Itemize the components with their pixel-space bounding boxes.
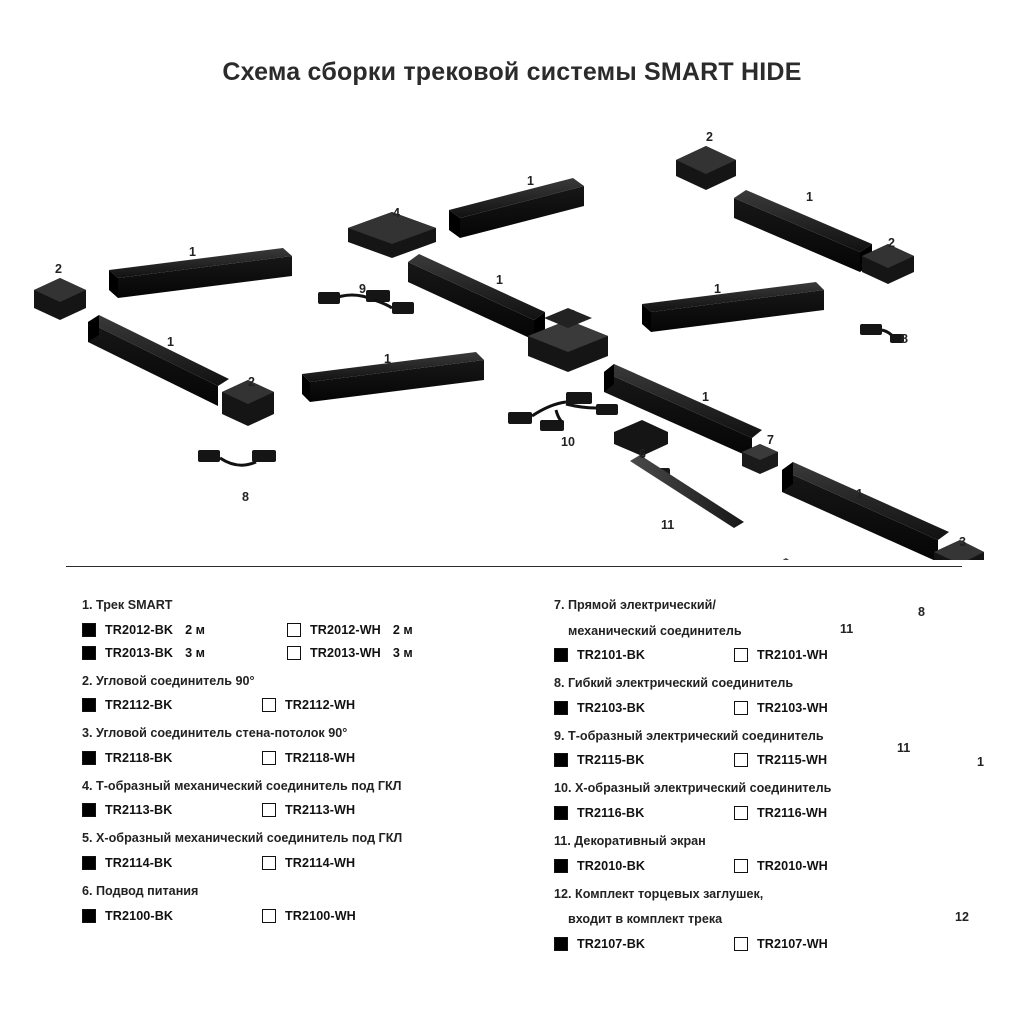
color-swatch-black bbox=[82, 623, 96, 637]
legend-title: 3. Угловой соединитель стена-потолок 90° bbox=[82, 726, 348, 741]
legend-title: 4. Т-образный механический соединитель под ГКЛ bbox=[82, 778, 402, 793]
color-swatch-white bbox=[287, 623, 301, 637]
color-swatch-white bbox=[734, 701, 748, 715]
callout-number: 8 bbox=[918, 605, 925, 619]
product-code: TR2116-WH bbox=[757, 806, 828, 821]
legend-group-t-electrical bbox=[554, 728, 962, 768]
color-swatch-black bbox=[82, 751, 96, 765]
product-code: TR2100-BK bbox=[105, 908, 174, 923]
color-swatch-white bbox=[287, 646, 301, 660]
product-code: TR2107-WH bbox=[757, 936, 828, 951]
legend-group-x-mechanical bbox=[82, 830, 490, 870]
callout-number: 12 bbox=[955, 910, 969, 924]
callout-number: 1 bbox=[702, 390, 709, 404]
callout-number: 2 bbox=[888, 236, 895, 250]
legend-title: 7. Прямой электрический/ bbox=[554, 598, 716, 612]
legend-group-power-feed bbox=[82, 883, 490, 923]
legend bbox=[66, 566, 962, 964]
color-swatch-black bbox=[82, 646, 96, 660]
callout-number: 1 bbox=[977, 755, 984, 769]
callout-number: 1 bbox=[167, 335, 174, 349]
corner-connector-90 bbox=[34, 278, 86, 320]
legend-row bbox=[82, 856, 490, 870]
product-code: TR2103-WH bbox=[757, 700, 828, 715]
color-swatch-black bbox=[554, 806, 568, 820]
page-title: Схема сборки трековой системы SMART HIDE bbox=[222, 58, 802, 86]
decorative-screen bbox=[776, 558, 890, 560]
product-code: TR2101-BK bbox=[577, 648, 646, 663]
flexible-connector bbox=[860, 324, 904, 343]
callout-number: 11 bbox=[661, 518, 675, 532]
callout-number: 9 bbox=[359, 282, 366, 296]
product-code: TR2101-WH bbox=[757, 648, 828, 663]
product-code: TR2115-BK bbox=[577, 753, 645, 768]
legend-row bbox=[82, 751, 490, 765]
legend-row bbox=[82, 698, 490, 712]
legend-row bbox=[554, 859, 962, 873]
legend-title: 9. Т-образный электрический соединитель bbox=[554, 728, 824, 743]
color-swatch-white bbox=[734, 806, 748, 820]
legend-group-straight-connector bbox=[554, 597, 962, 662]
callout-number: 10 bbox=[561, 435, 575, 449]
callout-number: 1 bbox=[527, 174, 534, 188]
product-length: 3 м bbox=[185, 645, 205, 660]
callout-number: 1 bbox=[496, 273, 503, 287]
legend-title: 10. Х-образный электрический соединитель bbox=[554, 781, 832, 796]
product-code: TR2010-WH bbox=[757, 858, 828, 873]
legend-row bbox=[554, 648, 962, 662]
product-code: TR2010-BK bbox=[577, 858, 646, 873]
legend-group-decorative-screen bbox=[554, 833, 962, 873]
legend-group-t-mechanical bbox=[82, 778, 490, 818]
legend-row bbox=[554, 753, 962, 767]
track-rail bbox=[642, 282, 824, 332]
callout-number: 2 bbox=[248, 375, 255, 389]
product-code: TR2013-BK bbox=[105, 645, 174, 660]
callout-number: 5 bbox=[568, 308, 575, 322]
color-swatch-black bbox=[82, 803, 96, 817]
product-code: TR2113-WH bbox=[285, 803, 356, 818]
product-code: TR2112-BK bbox=[105, 698, 173, 713]
legend-group-track bbox=[82, 597, 490, 660]
legend-group-wall-ceiling bbox=[82, 725, 490, 765]
legend-title: 1. Трек SMART bbox=[82, 598, 173, 612]
legend-title: 8. Гибкий электрический соединитель bbox=[554, 676, 794, 691]
track-rail bbox=[734, 190, 872, 272]
product-length: 3 м bbox=[392, 645, 413, 660]
color-swatch-black bbox=[82, 909, 96, 923]
color-swatch-white bbox=[734, 648, 748, 662]
color-swatch-white bbox=[734, 859, 748, 873]
callout-number: 6 bbox=[639, 447, 646, 461]
legend-title: 6. Подвод питания bbox=[82, 884, 199, 899]
track-rail bbox=[449, 178, 584, 238]
legend-title: 2. Угловой соединитель 90° bbox=[82, 673, 255, 688]
color-swatch-white bbox=[262, 856, 276, 870]
divider bbox=[66, 566, 962, 567]
callout-number: 1 bbox=[806, 190, 813, 204]
t-electrical-connector bbox=[318, 290, 414, 314]
color-swatch-black bbox=[554, 648, 568, 662]
decorative-screen bbox=[630, 455, 744, 528]
callout-number: 3 bbox=[959, 535, 966, 549]
callout-number: 1 bbox=[856, 487, 863, 501]
legend-group-end-caps bbox=[554, 886, 962, 951]
color-swatch-white bbox=[734, 937, 748, 951]
color-swatch-white bbox=[734, 753, 748, 767]
legend-title: 5. Х-образный механический соединитель под ГКЛ bbox=[82, 831, 403, 846]
product-code: TR2013-WH bbox=[310, 645, 381, 660]
color-swatch-white bbox=[262, 698, 276, 712]
track-rail bbox=[88, 315, 229, 406]
legend-row bbox=[82, 909, 490, 923]
legend-group-x-electrical bbox=[554, 780, 962, 820]
color-swatch-white bbox=[262, 751, 276, 765]
legend-group-corner-90 bbox=[82, 673, 490, 713]
callout-number: 2 bbox=[706, 130, 713, 144]
track-rail bbox=[408, 254, 545, 340]
legend-title-line2: входит в комплект трека bbox=[568, 912, 723, 927]
legend-title: 11. Декоративный экран bbox=[554, 834, 706, 849]
x-electrical-connector bbox=[508, 392, 618, 431]
callout-number: 4 bbox=[393, 206, 400, 220]
product-code: TR2114-BK bbox=[105, 856, 173, 871]
product-length: 2 м bbox=[392, 622, 413, 637]
color-swatch-white bbox=[262, 909, 276, 923]
product-code: TR2118-WH bbox=[285, 750, 356, 765]
product-code: TR2012-BK bbox=[105, 622, 174, 637]
track-rail bbox=[782, 462, 949, 560]
product-code: TR2116-BK bbox=[577, 806, 645, 821]
legend-title-line2: механический соединитель bbox=[568, 623, 742, 638]
product-code: TR2100-WH bbox=[285, 908, 356, 923]
legend-column-right bbox=[546, 597, 962, 964]
product-code: TR2118-BK bbox=[105, 750, 173, 765]
callout-number: 1 bbox=[714, 282, 721, 296]
product-code: TR2115-WH bbox=[757, 753, 828, 768]
legend-column-left bbox=[66, 597, 490, 964]
color-swatch-white bbox=[262, 803, 276, 817]
product-length: 2 м bbox=[185, 622, 205, 637]
legend-row bbox=[82, 803, 490, 817]
callout-number: 1 bbox=[189, 245, 196, 259]
callout-number: 11 bbox=[840, 622, 854, 636]
legend-title: 12. Комплект торцевых заглушек, bbox=[554, 886, 764, 901]
product-code: TR2012-WH bbox=[310, 622, 381, 637]
legend-group-flexible-connector bbox=[554, 675, 962, 715]
legend-row bbox=[554, 806, 962, 820]
legend-row bbox=[554, 701, 962, 715]
product-code: TR2107-BK bbox=[577, 936, 646, 951]
corner-connector-90 bbox=[676, 146, 736, 190]
legend-row bbox=[82, 646, 490, 660]
product-code: TR2113-BK bbox=[105, 803, 173, 818]
callout-number: 7 bbox=[767, 433, 774, 447]
color-swatch-black bbox=[554, 701, 568, 715]
color-swatch-black bbox=[554, 859, 568, 873]
track-rail bbox=[109, 248, 292, 298]
legend-row bbox=[82, 623, 490, 637]
callout-number: 8 bbox=[242, 490, 249, 504]
flexible-connector bbox=[198, 450, 276, 465]
color-swatch-black bbox=[82, 856, 96, 870]
color-swatch-black bbox=[82, 698, 96, 712]
product-code: TR2112-WH bbox=[285, 698, 356, 713]
color-swatch-black bbox=[554, 753, 568, 767]
legend-row bbox=[554, 937, 962, 951]
callout-number: 11 bbox=[897, 741, 911, 755]
color-swatch-black bbox=[554, 937, 568, 951]
product-code: TR2114-WH bbox=[285, 856, 356, 871]
callout-number: 8 bbox=[901, 332, 908, 346]
product-code: TR2103-BK bbox=[577, 700, 646, 715]
track-rail bbox=[302, 352, 484, 402]
t-mechanical-connector bbox=[348, 212, 436, 258]
callout-number: 2 bbox=[55, 262, 62, 276]
callout-number: 1 bbox=[384, 352, 391, 366]
